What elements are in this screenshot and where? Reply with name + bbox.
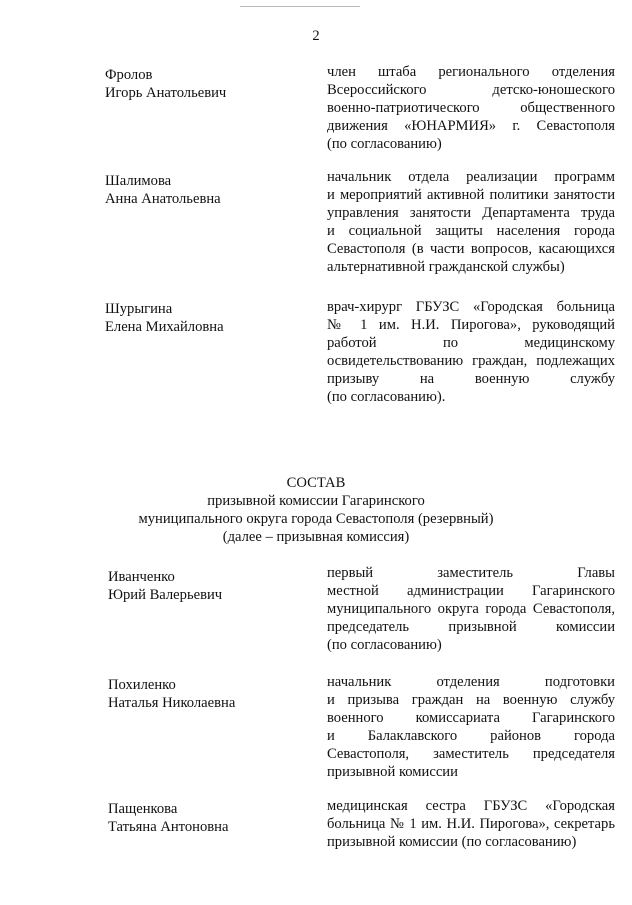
role-line: и социальной защиты населения города bbox=[327, 223, 615, 239]
role-line: и призыва граждан на военную службу bbox=[327, 692, 615, 708]
page-number: 2 bbox=[312, 28, 320, 44]
member-given-names: Игорь Анатольевич bbox=[105, 85, 227, 101]
heading-line: призывной комиссии Гагаринского bbox=[207, 493, 425, 509]
member-given-names: Елена Михайловна bbox=[105, 319, 224, 335]
role-line: № 1 им. Н.И. Пирогова», руководящий bbox=[327, 317, 615, 333]
role-line: медицинская сестра ГБУЗС «Городская bbox=[327, 798, 615, 814]
role-line: движения «ЮНАРМИЯ» г. Севастополя bbox=[327, 118, 615, 134]
member-role bbox=[327, 673, 615, 781]
member-role bbox=[327, 168, 615, 276]
heading-line: (далее – призывная комиссия) bbox=[222, 529, 410, 545]
role-line: управления занятости Департамента труда bbox=[327, 205, 615, 221]
member-name bbox=[105, 172, 305, 208]
member-given-names: Анна Анатольевна bbox=[105, 191, 221, 207]
role-line: призыву на военную службу bbox=[327, 371, 615, 387]
role-line: член штаба регионального отделения bbox=[327, 64, 615, 80]
member-given-names: Юрий Валерьевич bbox=[108, 587, 223, 603]
member-role bbox=[327, 298, 615, 406]
heading-line: муниципального округа города Севастополя (резервный) bbox=[138, 511, 494, 527]
role-line: врач-хирург ГБУЗС «Городская больница bbox=[327, 299, 615, 315]
role-line: больница № 1 им. Н.И. Пирогова», секретарь bbox=[327, 816, 615, 832]
member-surname: Шалимова bbox=[105, 173, 172, 189]
member-given-names: Татьяна Антоновна bbox=[108, 819, 229, 835]
role-line: начальник отделения подготовки bbox=[327, 674, 615, 690]
member-role bbox=[327, 797, 615, 851]
member-name bbox=[108, 800, 308, 836]
role-line: (по согласованию). bbox=[327, 389, 446, 405]
heading-title: СОСТАВ bbox=[286, 475, 346, 491]
role-line: Севастополя, заместитель председателя bbox=[327, 746, 615, 762]
member-name bbox=[105, 300, 305, 336]
member-given-names: Наталья Николаевна bbox=[108, 695, 236, 711]
scan-top-edge-mark bbox=[240, 0, 360, 7]
role-line: муниципального округа города Севастополя, bbox=[327, 601, 615, 617]
role-line: освидетельствованию граждан, подлежащих bbox=[327, 353, 615, 369]
role-line: и мероприятий активной политики занятости bbox=[327, 187, 615, 203]
role-line: альтернативной гражданской службы) bbox=[327, 259, 565, 275]
role-line: местной администрации Гагаринского bbox=[327, 583, 615, 599]
role-line: и Балаклавского районов города bbox=[327, 728, 615, 744]
role-line: военно-патриотического общественного bbox=[327, 100, 615, 116]
role-line: первый заместитель Главы bbox=[327, 565, 615, 581]
role-line: (по согласованию) bbox=[327, 637, 442, 653]
role-line: Севастополя (в части вопросов, касающихся bbox=[327, 241, 615, 257]
member-name bbox=[108, 568, 308, 604]
member-surname: Пащенкова bbox=[108, 801, 178, 817]
role-line: работой по медицинскому bbox=[327, 335, 615, 351]
role-line: призывной комиссии (по согласованию) bbox=[327, 834, 577, 850]
role-line: начальник отдела реализации программ bbox=[327, 169, 615, 185]
role-line: (по согласованию) bbox=[327, 136, 442, 152]
commission-heading bbox=[0, 474, 632, 546]
member-surname: Шурыгина bbox=[105, 301, 173, 317]
member-name bbox=[108, 676, 308, 712]
role-line: призывной комиссии bbox=[327, 764, 458, 780]
member-surname: Иванченко bbox=[108, 569, 175, 585]
member-surname: Похиленко bbox=[108, 677, 176, 693]
member-name bbox=[105, 66, 305, 102]
role-line: военного комиссариата Гагаринского bbox=[327, 710, 615, 726]
role-line: Всероссийского детско-юношеского bbox=[327, 82, 615, 98]
member-role bbox=[327, 564, 615, 654]
member-surname: Фролов bbox=[105, 67, 153, 83]
member-role bbox=[327, 63, 615, 153]
role-line: председатель призывной комиссии bbox=[327, 619, 615, 635]
